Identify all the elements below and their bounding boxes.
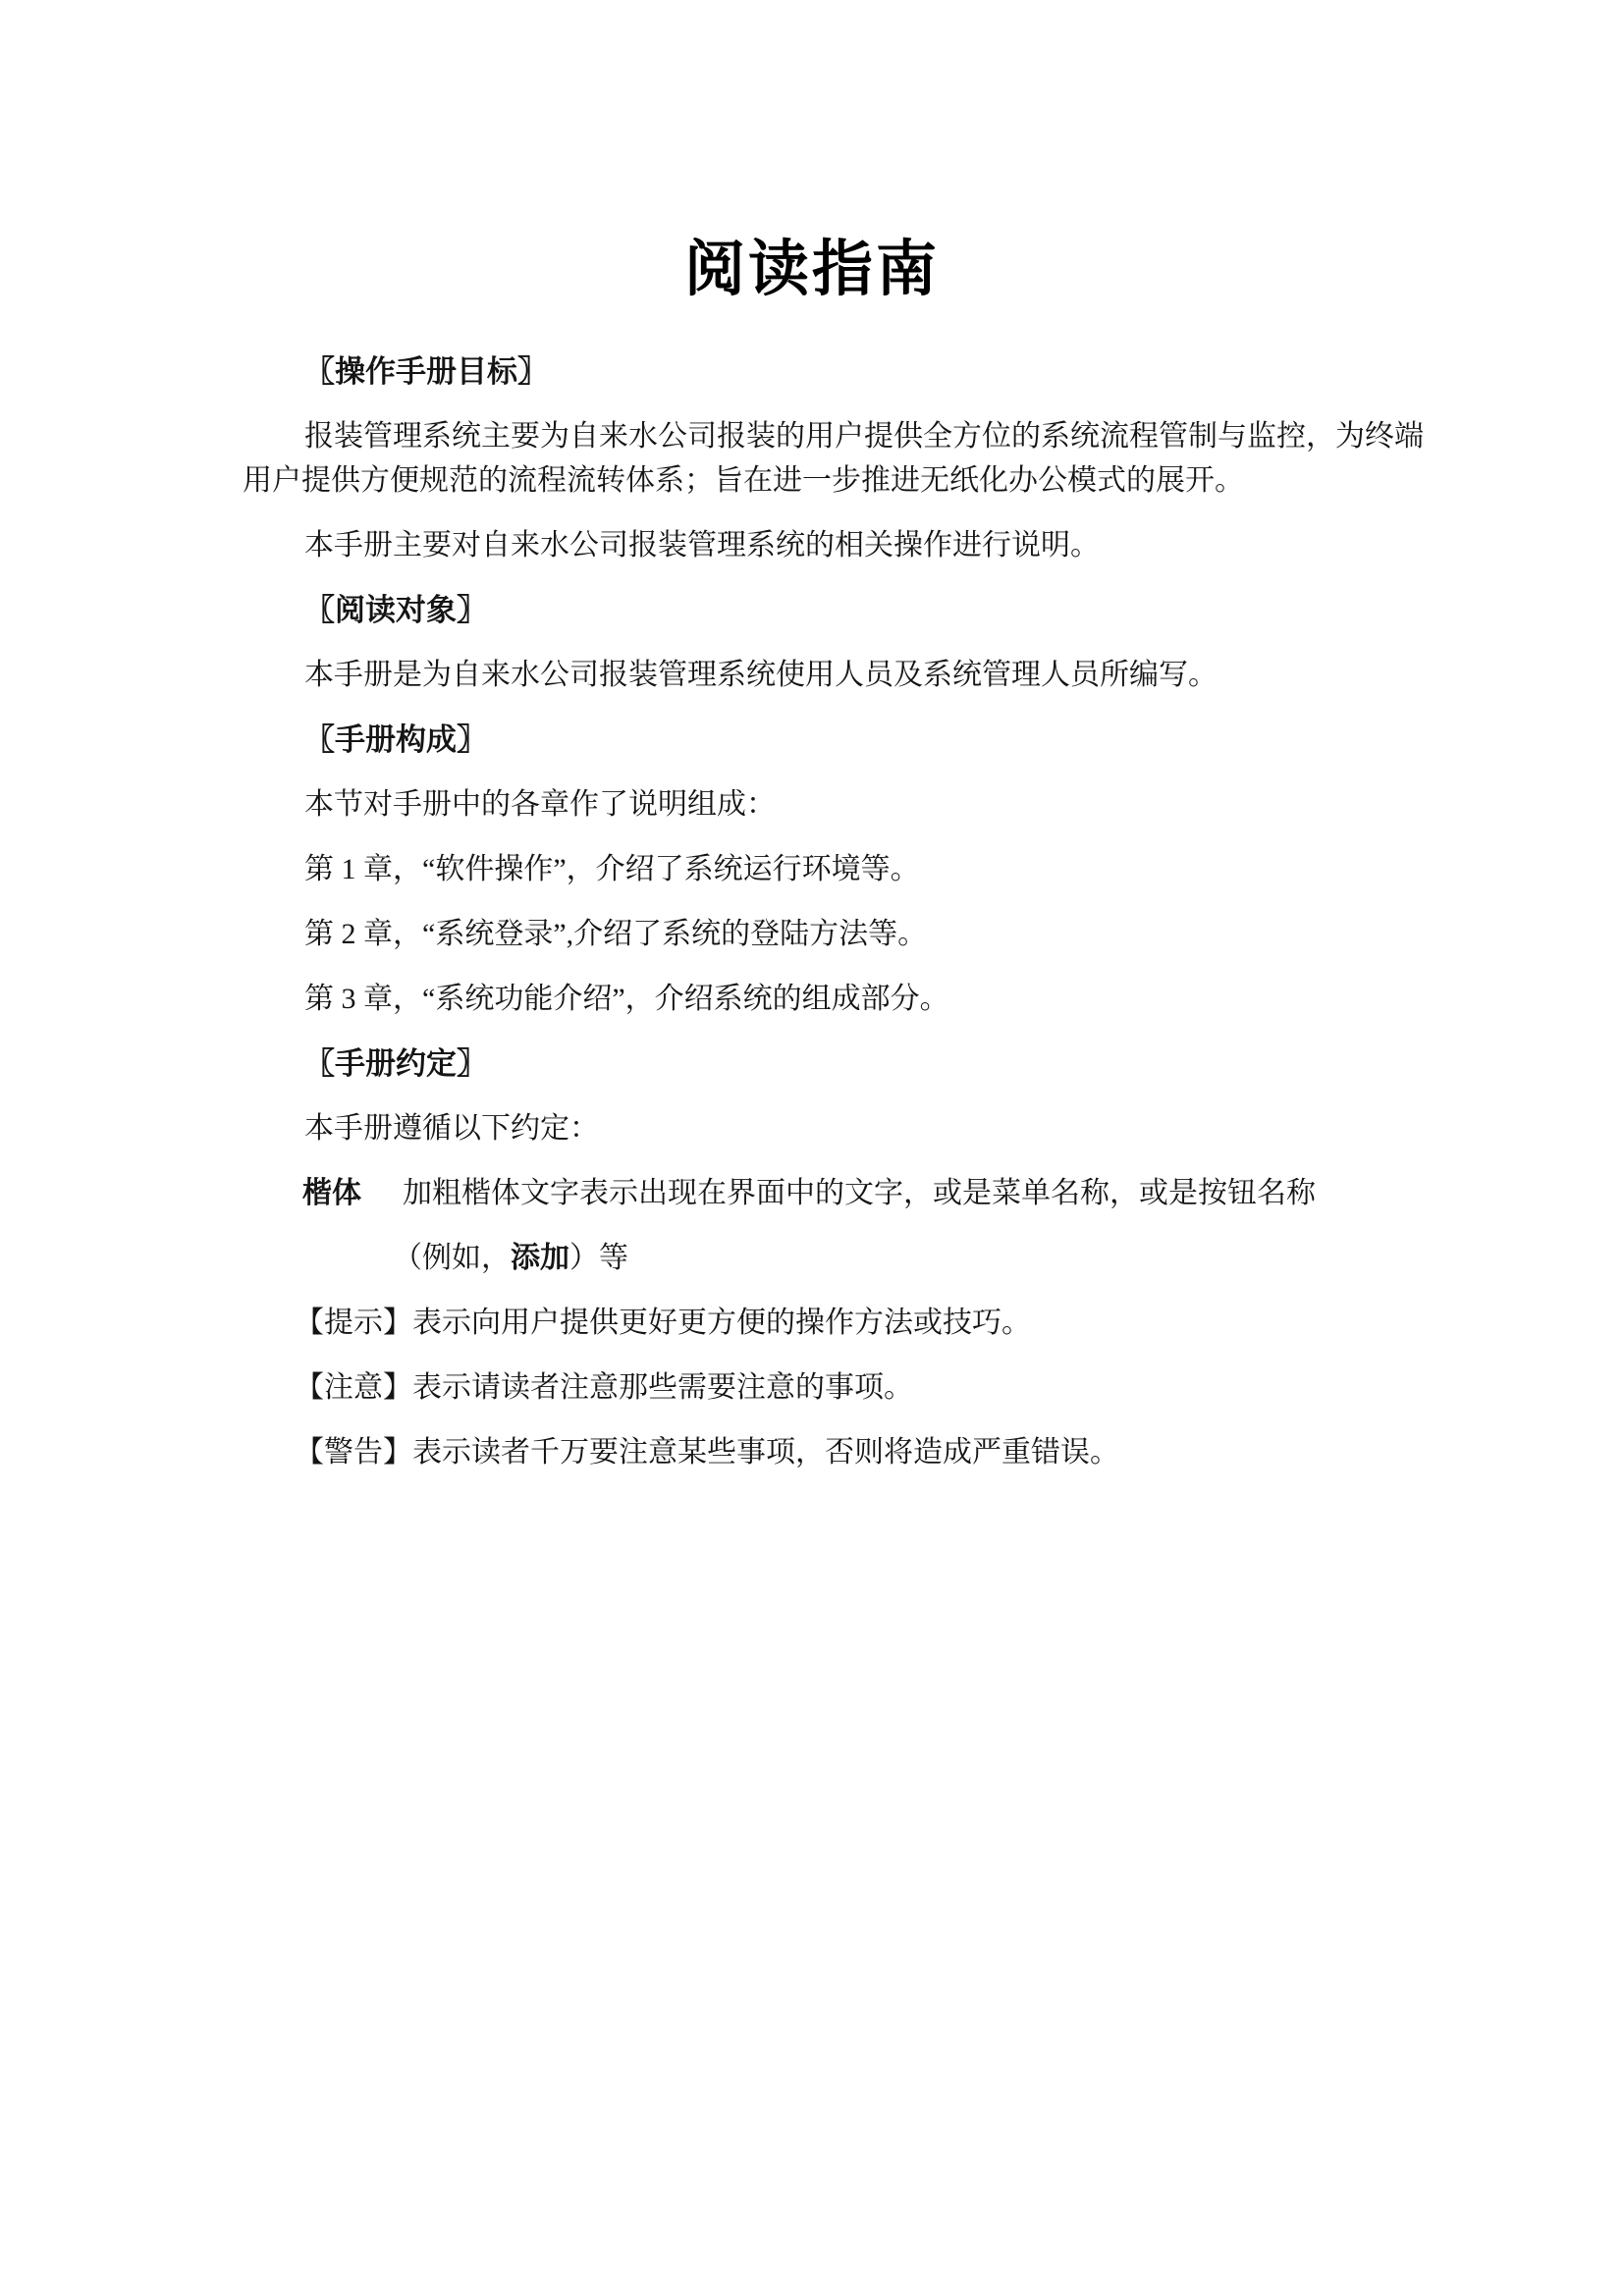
paragraph-goal-summary: 本手册主要对自来水公司报装管理系统的相关操作进行说明。	[304, 529, 1100, 561]
note-warning	[295, 1434, 1119, 1471]
section-heading-audience: 〖阅读对象〗	[304, 593, 487, 627]
note-tip-text: 表示向用户提供更好更方便的操作方法或技巧。	[412, 1307, 1031, 1339]
term-example-bold-word: 添加	[511, 1242, 569, 1274]
section-heading-conventions: 〖手册约定〗	[304, 1046, 487, 1081]
note-warning-marker: 【警告】	[295, 1436, 412, 1468]
note-caution-marker: 【注意】	[295, 1371, 412, 1404]
paragraph-chapter-3: 第 3 章，“系统功能介绍”，介绍系统的组成部分。	[304, 983, 949, 1015]
note-caution-text: 表示请读者注意那些需要注意的事项。	[412, 1371, 913, 1404]
note-warning-text: 表示读者千万要注意某些事项，否则将造成严重错误。	[412, 1436, 1119, 1468]
note-tip-marker: 【提示】	[295, 1307, 412, 1339]
term-example-prefix: （例如，	[393, 1242, 511, 1274]
paragraph-chapter-2: 第 2 章，“系统登录”,介绍了系统的登陆方法等。	[304, 918, 928, 950]
paragraph-structure-intro: 本节对手册中的各章作了说明组成：	[304, 788, 776, 821]
note-caution	[295, 1369, 913, 1407]
note-tip	[295, 1305, 1031, 1342]
term-example	[393, 1240, 628, 1277]
paragraph-conventions-intro: 本手册遵循以下约定：	[304, 1112, 599, 1145]
section-heading-manual-goal: 〖操作手册目标〗	[304, 354, 548, 389]
document-title: 阅读指南	[683, 237, 940, 303]
term-definition: 加粗楷体文字表示出现在界面中的文字，或是菜单名称，或是按钮名称	[403, 1177, 1316, 1209]
paragraph-chapter-1: 第 1 章，“软件操作”，介绍了系统运行环境等。	[304, 853, 920, 885]
paragraph-audience: 本手册是为自来水公司报装管理系统使用人员及系统管理人员所编写。	[304, 659, 1218, 691]
paragraph-goal-line-1: 报装管理系统主要为自来水公司报装的用户提供全方位的系统流程管制与监控，为终端	[304, 420, 1424, 453]
term-row	[302, 1175, 361, 1212]
term-example-suffix: ）等	[569, 1242, 628, 1274]
section-heading-structure: 〖手册构成〗	[304, 722, 487, 757]
paragraph-goal-line-2: 用户提供方便规范的流程流转体系；旨在进一步推进无纸化办公模式的展开。	[243, 464, 1244, 497]
term-label-kaiti: 楷体	[302, 1177, 361, 1209]
